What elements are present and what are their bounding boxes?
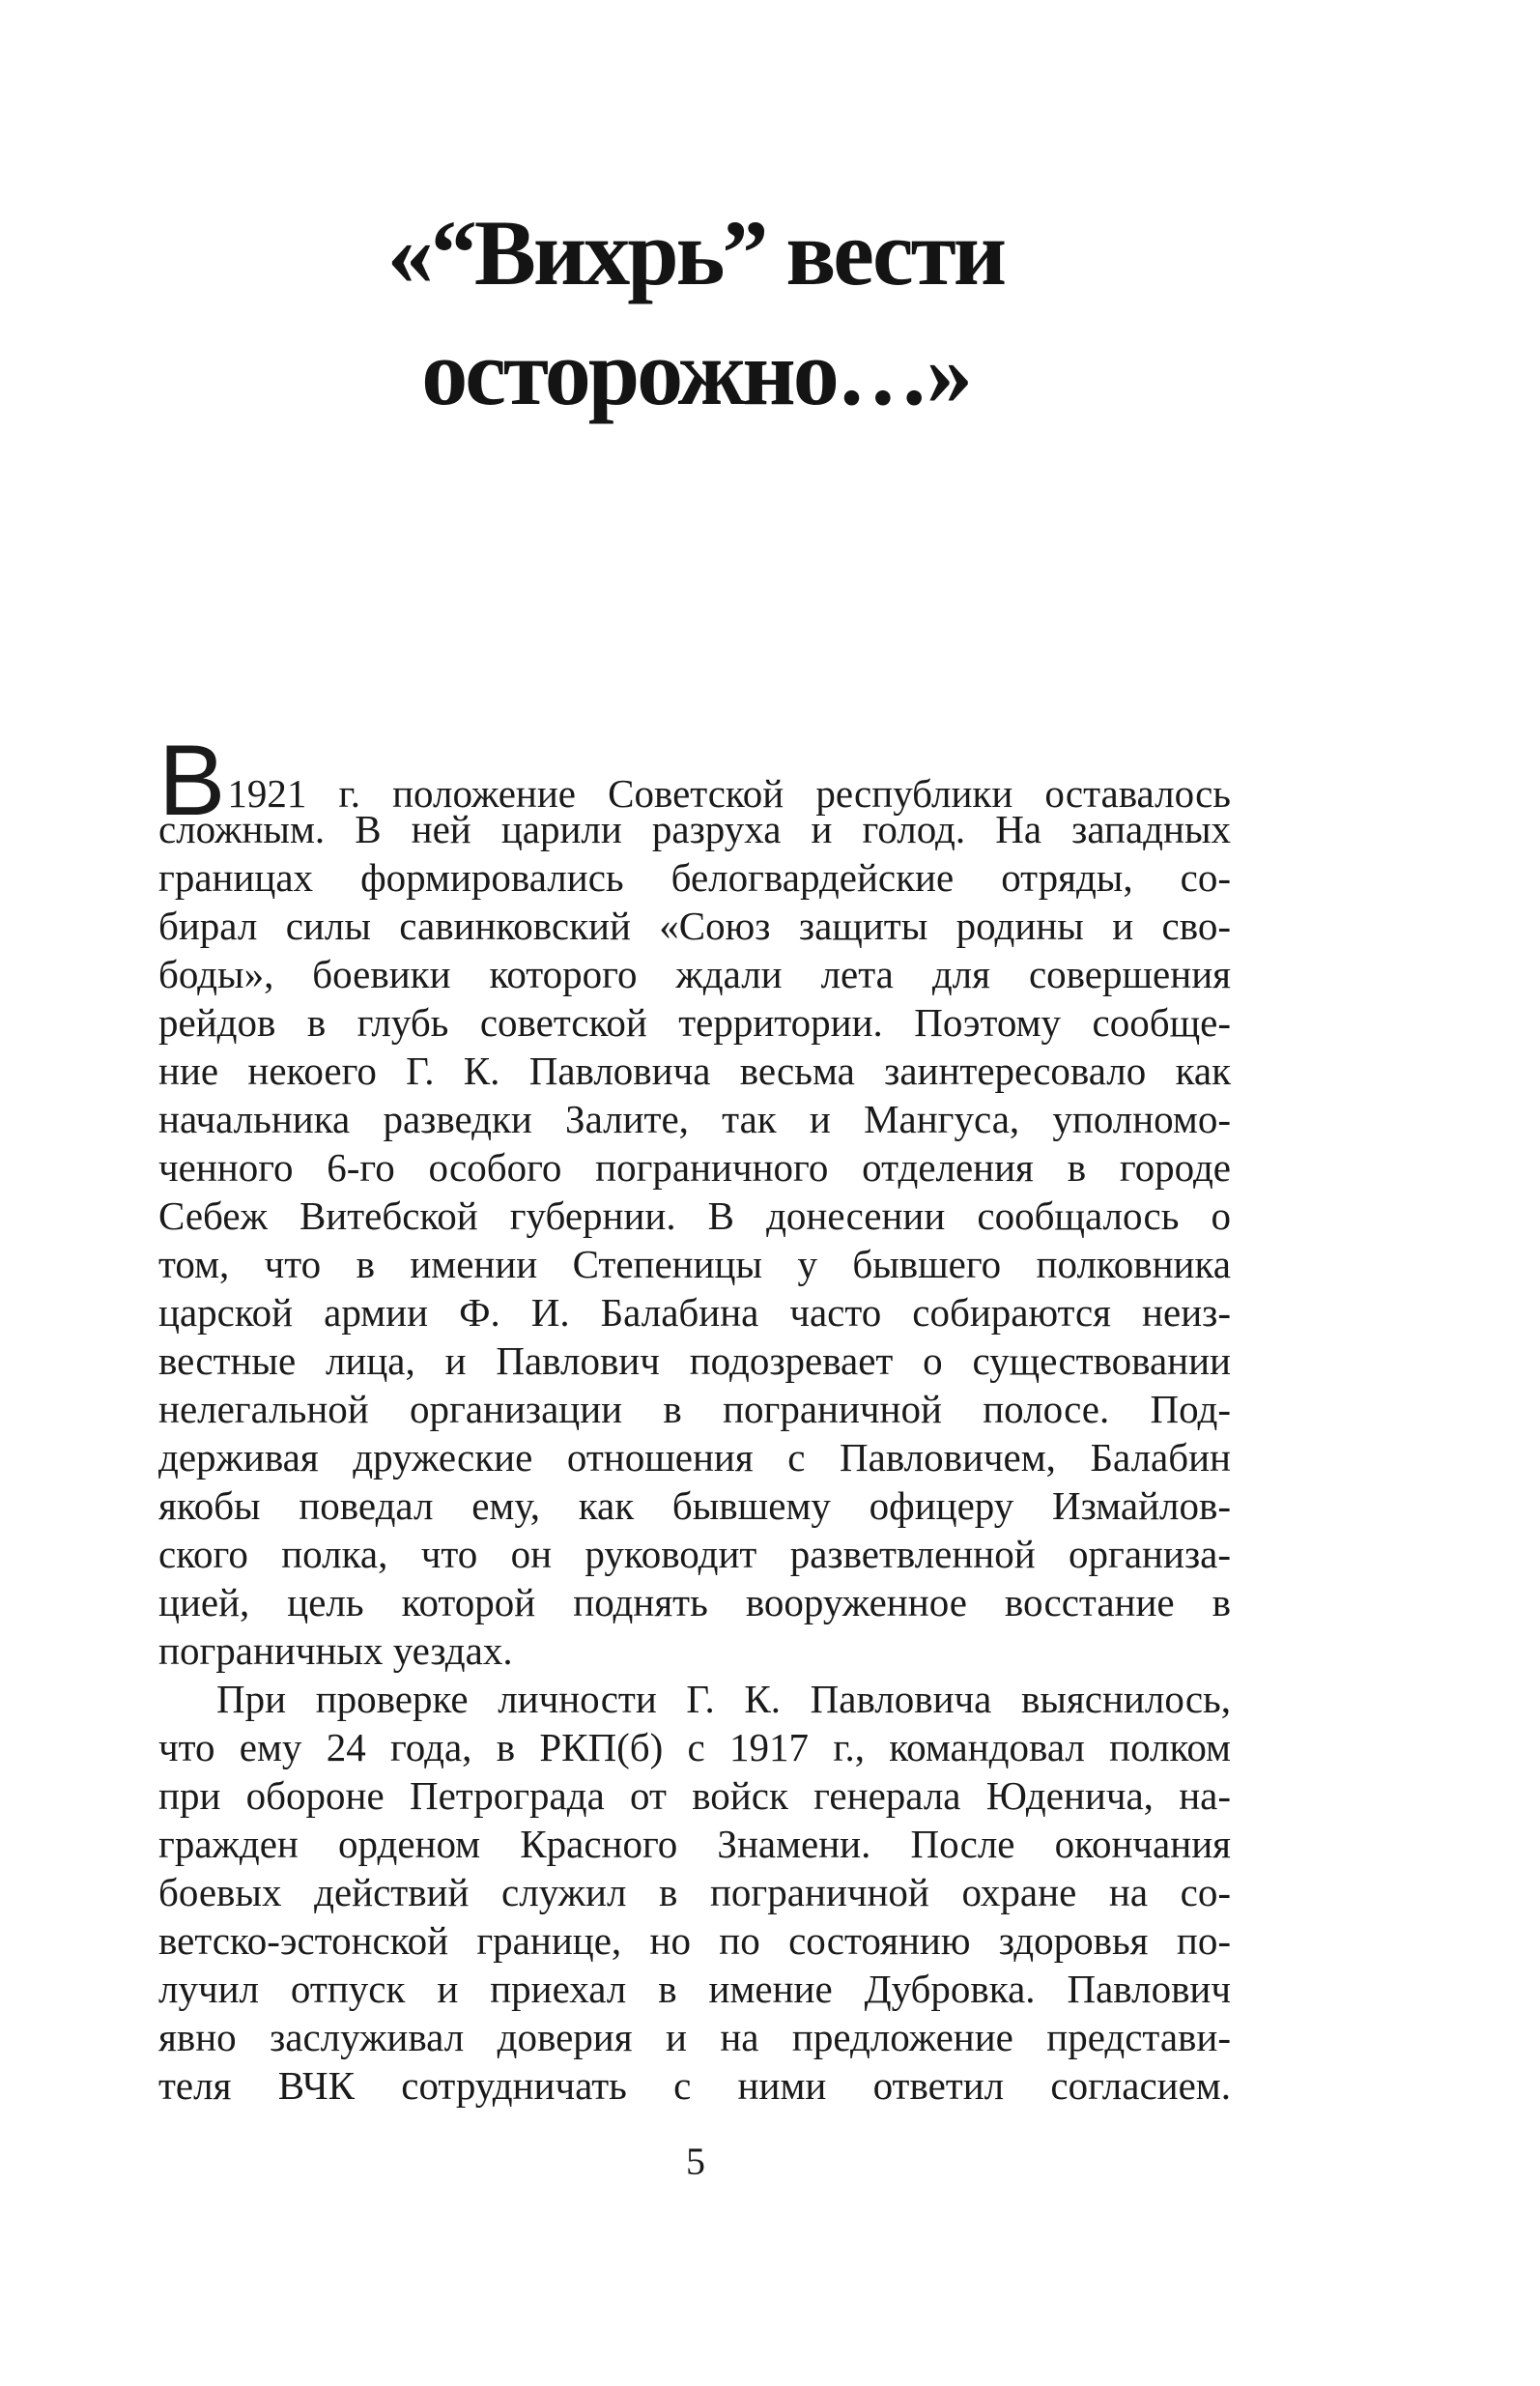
chapter-title-line: «“Вихрь” вести [386,201,1005,304]
paragraph-2 [158,1675,1231,2110]
text-line: том, что в имении Степеницы у бывшего полковника [158,1242,1231,1286]
text-line: царской армии Ф. И. Балабина часто собираются неиз- [158,1290,1231,1335]
text-line: Себеж Витебской губернии. В донесении сообщалось о [158,1193,1231,1238]
body-text [158,725,1231,2110]
chapter-title-line: осторожно…» [421,321,970,424]
text-line: ние некоего Г. К. Павловича весьма заинтересовало как [158,1049,1231,1093]
text-line: начальника разведки Залите, так и Мангуса, уполномо- [158,1097,1231,1141]
text-line: вестные лица, и Павлович подозревает о существовании [158,1338,1231,1383]
text-line: боды», боевики которого ждали лета для совершения [158,952,1231,996]
chapter-title [0,193,1391,433]
text-line: явно заслуживал доверия и на предложение представи- [158,2015,1231,2059]
text-line: нелегальной организации в пограничной полосе. Под- [158,1387,1231,1431]
drop-cap: В [158,725,226,837]
paragraph-1 [158,725,1231,1675]
text-line-content: 1921 г. положение Советской республики оставалось [227,771,1231,816]
text-line: что ему 24 года, в РКП(б) с 1917 г., командовал полком [158,1725,1231,1769]
text-line: цией, цель которой поднять вооруженное восстание в [158,1580,1231,1624]
page-number: 5 [686,2140,705,2183]
text-line: ского полка, что он руководит разветвленной организа- [158,1532,1231,1576]
text-line: боевых действий служил в пограничной охране на со- [158,1870,1231,1914]
text-line: границах формировались белогвардейские отряды, со- [158,855,1231,900]
text-line: ветско-эстонской границе, но по состоянию здоровья по- [158,1918,1231,1963]
text-line: якобы поведал ему, как бывшему офицеру Измайлов- [158,1483,1231,1528]
text-line: При проверке личности Г. К. Павловича выяснилось, [216,1677,1231,1721]
text-line: при обороне Петрограда от войск генерала Юденича, на- [158,1773,1231,1818]
text-line: гражден орденом Красного Знамени. После окончания [158,1822,1231,1866]
text-line: пограничных уездах. [158,1628,513,1673]
text-line: лучил отпуск и приехал в имение Дубровка. Павлович [158,1967,1231,2011]
text-line: держивая дружеские отношения с Павловичем, Балабин [158,1435,1231,1480]
text-line: рейдов в глубь советской территории. Поэтому сообще- [158,1000,1231,1045]
text-line: теля ВЧК сотрудничать с ними ответил согласием. [158,2063,1231,2108]
text-line: сложным. В ней царили разруха и голод. На западных [158,807,1231,851]
text-line: ченного 6-го особого пограничного отделения в городе [158,1145,1231,1190]
text-line: бирал силы савинковский «Союз защиты родины и сво- [158,904,1231,948]
